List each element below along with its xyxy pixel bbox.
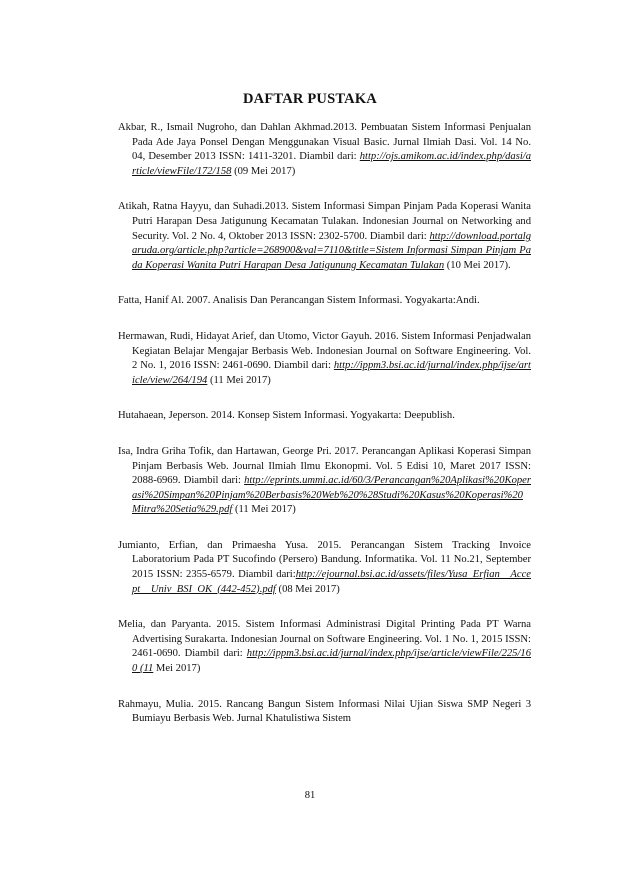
reference-link[interactable]: http://download.portalgaruda.org/article.php?article=268900&val=7110&title=Sistem Informasi Simpan Pinjam Pada Koperasi Wanita Putri Harapan Desa Jatigunung Kecamatan Tulakan: [132, 230, 531, 271]
reference-item: [118, 539, 531, 597]
reference-text: Atikah, Ratna Hayyu, dan Suhadi.2013. Sistem Informasi Simpan Pinjam Pada Koperasi Wanita Putri Harapan Desa Jatigunung Kecamatan Tulakan. Indonesian Journal on Networking and Security. Vol. 2 No. 4, Oktober 2013 ISSN: 2302-5700. Diambil dari:: [118, 201, 531, 242]
reference-access-date: (11 Mei 2017): [232, 504, 296, 516]
reference-item: [118, 330, 531, 388]
reference-link[interactable]: http://ippm3.bsi.ac.id/jurnal/index.php/ijse/article/viewFile/225/160 (11: [132, 648, 531, 675]
reference-access-date: Mei 2017): [153, 663, 201, 675]
reference-text: Hutahaean, Jeperson. 2014. Konsep Sistem Informasi. Yogyakarta: Deepublish.: [118, 410, 455, 422]
reference-list: [118, 121, 531, 748]
reference-item: [118, 698, 531, 727]
reference-text: Akbar, R., Ismail Nugroho, dan Dahlan Akhmad.2013. Pembuatan Sistem Informasi Penjualan Pada Ade Jaya Ponsel Dengan Menggunakan Visual Basic. Jurnal Ilmiah Dasi. Vol. 14 No. 04, Desember 2013 ISSN: 1411-3201. Diambil dari:: [118, 122, 531, 163]
reference-item: [118, 294, 531, 309]
reference-item: [118, 445, 531, 518]
reference-item: [118, 618, 531, 676]
reference-item: [118, 200, 531, 273]
reference-link[interactable]: http://eprints.ummi.ac.id/60/3/Perancangan%20Aplikasi%20Koperasi%20Simpan%20Pinjam%20Berbasis%20Web%20%28Studi%20Kasus%20Koperasi%20Mitra%20Setia%29.pdf: [132, 475, 531, 516]
reference-text: Jumianto, Erfian, dan Primaesha Yusa. 2015. Perancangan Sistem Tracking Invoice Laboratorium Pada PT Sucofindo (Persero) Bandung. Informatika. Vol. 11 No.21, September 2015 ISSN: 2355-6579. Diambil dari:: [118, 539, 531, 581]
reference-item: [118, 121, 531, 179]
reference-link[interactable]: http://ojs.amikom.ac.id/index.php/dasi/article/viewFile/172/158: [132, 151, 531, 177]
page-title: DAFTAR PUSTAKA: [243, 91, 377, 107]
reference-text: Hermawan, Rudi, Hidayat Arief, dan Utomo, Victor Gayuh. 2016. Sistem Informasi Penjadwalan Kegiatan Belajar Mengajar Berbasis Web. Indonesian Journal on Software Engineering. Vol. 2 No. 1, 2016 ISSN: 2461-0690. Diambil dari:: [118, 330, 531, 372]
reference-text: Melia, dan Paryanta. 2015. Sistem Informasi Administrasi Digital Printing Pada PT Warna Advertising Surakarta. Indonesian Journal on Software Engineering. Vol. 1 No. 1, 2015 ISSN: 2461-0690. Diambil dari:: [118, 619, 531, 660]
reference-access-date: (10 Mei 2017).: [444, 259, 511, 271]
reference-access-date: (09 Mei 2017): [231, 165, 296, 177]
reference-access-date: (08 Mei 2017): [275, 583, 340, 595]
reference-link[interactable]: http://ejournal.bsi.ac.id/assets/files/Yusa_Erfian__Accept__Univ_BSI_OK_(442-452).pdf: [132, 569, 531, 595]
reference-text: Rahmayu, Mulia. 2015. Rancang Bangun Sistem Informasi Nilai Ujian Siswa SMP Negeri 3 Bumiayu Berbasis Web. Jurnal Khatulistiwa Sistem: [118, 698, 531, 725]
reference-text: Isa, Indra Griha Tofik, dan Hartawan, George Pri. 2017. Perancangan Aplikasi Koperasi Simpan Pinjam Berbasis Web. Journal Ilmiah Ilmu Ekonopmi. Vol. 5 Edisi 10, Maret 2017 ISSN: 2088-6969. Diambil dari:: [118, 445, 531, 487]
reference-link[interactable]: http://ippm3.bsi.ac.id/jurnal/index.php/ijse/article/view/264/194: [132, 360, 531, 386]
page-number: 81: [304, 790, 316, 801]
reference-access-date: (11 Mei 2017): [207, 374, 271, 386]
reference-text: Fatta, Hanif Al. 2007. Analisis Dan Perancangan Sistem Informasi. Yogyakarta:Andi.: [118, 295, 480, 307]
reference-item: [118, 409, 531, 424]
